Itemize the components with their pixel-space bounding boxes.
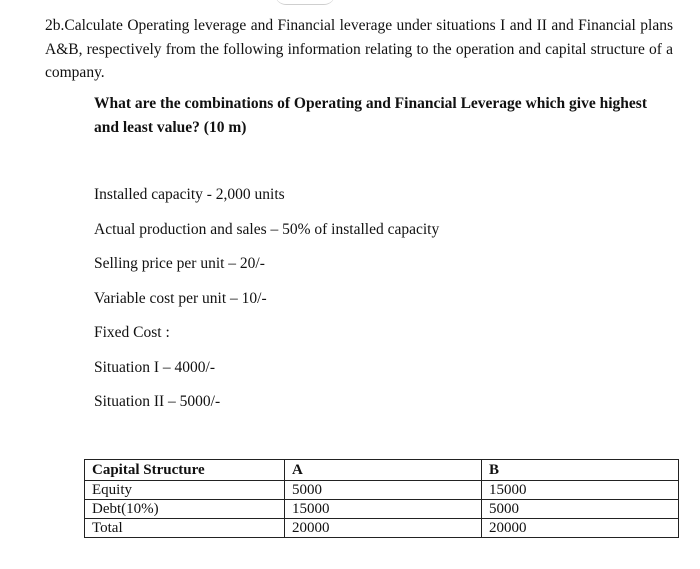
header-plan-a: A bbox=[285, 460, 482, 481]
cell-total-a: 20000 bbox=[285, 519, 482, 538]
cell-debt-b: 5000 bbox=[482, 500, 679, 519]
cell-equity-b: 15000 bbox=[482, 481, 679, 500]
header-plan-b: B bbox=[482, 460, 679, 481]
cell-debt-a: 15000 bbox=[285, 500, 482, 519]
cell-total-b: 20000 bbox=[482, 519, 679, 538]
installed-capacity-line: Installed capacity - 2,000 units bbox=[94, 186, 285, 203]
header-capital-structure: Capital Structure bbox=[85, 460, 285, 481]
sub-question-text: What are the combinations of Operating and Financial Leverage which give highest and least value? (10 m) bbox=[94, 95, 647, 136]
table-header-row bbox=[85, 460, 679, 481]
question-text: 2b.Calculate Operating leverage and Financial leverage under situations I and II and Financial plans A&B, respectively from the following information relating to the operation and capital structure of a company. bbox=[45, 17, 673, 81]
cell-equity-a: 5000 bbox=[285, 481, 482, 500]
capital-structure-table bbox=[84, 459, 679, 538]
table-row bbox=[85, 500, 679, 519]
row-label-debt: Debt(10%) bbox=[85, 500, 285, 519]
variable-cost-line: Variable cost per unit – 10/- bbox=[94, 290, 267, 307]
actual-production-line: Actual production and sales – 50% of installed capacity bbox=[94, 221, 440, 238]
row-label-equity: Equity bbox=[85, 481, 285, 500]
fixed-cost-line: Fixed Cost : bbox=[94, 324, 170, 341]
table-row bbox=[85, 481, 679, 500]
table-row bbox=[85, 519, 679, 538]
row-label-total: Total bbox=[85, 519, 285, 538]
situation-1-line: Situation I – 4000/- bbox=[94, 359, 215, 376]
page-edge-artifact bbox=[275, 0, 335, 5]
selling-price-line: Selling price per unit – 20/- bbox=[94, 255, 265, 272]
situation-2-line: Situation II – 5000/- bbox=[94, 393, 221, 410]
